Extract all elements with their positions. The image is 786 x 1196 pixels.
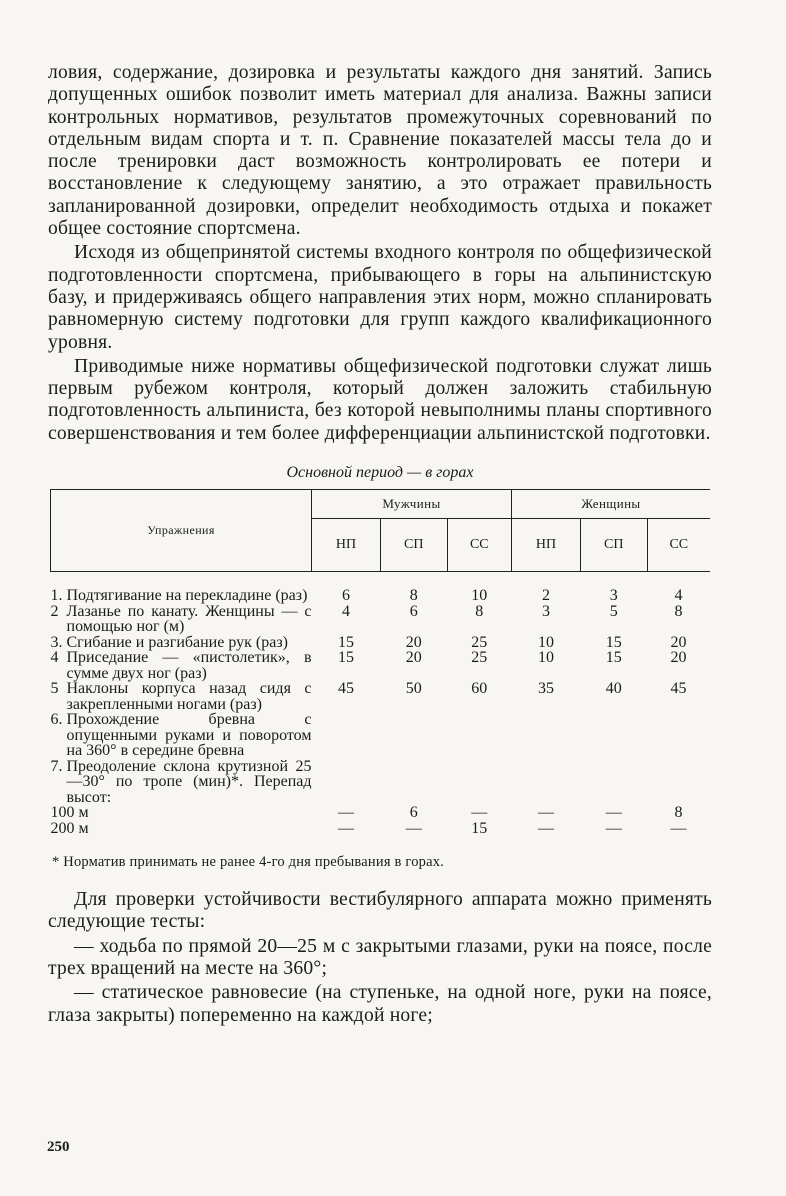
table-cell xyxy=(380,759,447,806)
height-difference-label: 100 м xyxy=(50,804,89,822)
table-cell: 8 xyxy=(674,602,683,620)
table-cell: 8 xyxy=(409,587,418,605)
group-header-men: Мужчины xyxy=(312,490,512,519)
exercise-name: Преодоление склона крутизной 25—30° по тропе (мин)*. Перепад высот: xyxy=(66,757,312,806)
page-content xyxy=(48,62,712,1027)
table-cell: 6 xyxy=(409,804,418,822)
paragraph: Приводимые ниже нормативы общефизической подготовки служат лишь первым рубежом контроля, который должен заложить стабильную подготовленность альпиниста, без которой невыполнимы планы спортивного совершенствования и тем более дифференциации альпинистской подготовки. xyxy=(48,355,712,444)
table-cell: 3 xyxy=(541,602,550,620)
table-subrow xyxy=(51,805,711,821)
level-header: СС xyxy=(647,519,710,572)
exercise-name: Подтягивание на перекладине (раз) xyxy=(66,587,308,605)
exercise-name: Приседание — «пистолетик», в сумме двух ног (раз) xyxy=(66,649,312,682)
table-cell xyxy=(511,712,580,759)
table-cell: 10 xyxy=(537,633,554,651)
height-difference-label: 200 м xyxy=(50,819,89,837)
table-cell: — xyxy=(605,819,622,837)
table-cell xyxy=(312,712,381,759)
table-footnote: * Норматив принимать не ранее 4-го дня пребывания в горах. xyxy=(52,854,445,871)
table-cell: — xyxy=(537,819,554,837)
table-cell: 8 xyxy=(475,602,484,620)
exercise-header: Упражнения xyxy=(51,490,312,572)
level-header: СП xyxy=(580,519,647,572)
table-cell: 60 xyxy=(471,680,488,698)
paragraph: — ходьба по прямой 20—25 м с закрытыми глазами, руки на поясе, после трех вращений на месте на 360°; xyxy=(48,935,712,979)
table-cell: 25 xyxy=(471,633,488,651)
exercise-name: Наклоны корпуса назад сидя с закрепленными ногами (раз) xyxy=(66,680,312,713)
exercise-name: Лазанье по канату. Женщины — с помощью ног (м) xyxy=(66,602,312,636)
level-header: НП xyxy=(511,519,580,572)
table-cell: 15 xyxy=(337,633,354,651)
table-cell: — xyxy=(471,804,488,822)
table-cell: 45 xyxy=(337,680,354,698)
table-cell: 15 xyxy=(337,649,354,667)
level-header: СП xyxy=(380,519,447,572)
table-cell: 5 xyxy=(609,602,618,620)
exercise-name: Прохождение бревна с опущенными руками и поворотом на 360° в середине бревна xyxy=(66,711,312,760)
table-cell: 35 xyxy=(537,680,554,698)
group-header-women: Женщины xyxy=(581,496,641,512)
table-cell: 8 xyxy=(674,804,683,822)
bottom-text xyxy=(48,889,712,1027)
table-cell: 40 xyxy=(605,680,622,698)
page-number: 250 xyxy=(47,1139,70,1155)
table-cell: 15 xyxy=(605,633,622,651)
table-cell: 4 xyxy=(674,587,683,605)
table-row xyxy=(51,588,711,604)
exercise-name: Сгибание и разгибание рук (раз) xyxy=(66,633,288,651)
paragraph: ловия, содержание, дозировка и результаты каждого дня занятий. Запись допущенных ошибок позволит иметь материал для анализа. Важны записи контрольных нормативов, результатов промежуточных соревнований по отдельным видам спорта и т. п. Сравнение показателей массы тела до и после тренировки даст возможность контролировать ее потери и восстановление к следующему занятию, а это отражает правильность запланированной дозировки, определит необходимость отдыха и покажет общее состояние спортсмена. xyxy=(48,62,712,240)
row-number: 3. xyxy=(50,633,63,651)
table-cell: — xyxy=(405,819,422,837)
table-cell xyxy=(580,759,647,806)
table-cell xyxy=(647,759,710,806)
paragraph: Исходя из общепринятой системы входного контроля по общефизической подготовленности спортсмена, прибывающего в горы на альпинистскую базу, и придерживаясь общего направления этих норм, можно спланировать равномерную систему подготовки для групп каждого квалификационного уровня. xyxy=(48,242,712,353)
table-cell: 6 xyxy=(341,587,350,605)
table-cell: 20 xyxy=(405,649,422,667)
row-number: 4 xyxy=(50,649,59,667)
table-cell: — xyxy=(670,819,687,837)
table-cell: 25 xyxy=(471,649,488,667)
table-cell: 10 xyxy=(537,649,554,667)
table-cell: 6 xyxy=(409,602,418,620)
table-row xyxy=(51,759,711,806)
row-number: 2 xyxy=(50,602,59,620)
table-cell: 4 xyxy=(341,602,350,620)
table-row xyxy=(51,681,711,712)
table-cell: 20 xyxy=(405,633,422,651)
level-header: НП xyxy=(312,519,381,572)
table-row xyxy=(51,650,711,681)
table-cell: 45 xyxy=(670,680,687,698)
table-cell xyxy=(312,759,381,806)
table-cell: 20 xyxy=(670,649,687,667)
level-header: СС xyxy=(447,519,511,572)
table-row xyxy=(51,635,711,651)
paragraph: Для проверки устойчивости вестибулярного аппарата можно применять следующие тесты: xyxy=(48,889,712,933)
table-row xyxy=(51,712,711,759)
table-cell: 20 xyxy=(670,633,687,651)
table-cell: — xyxy=(337,804,354,822)
table-cell: — xyxy=(337,819,354,837)
row-number: 7. xyxy=(50,757,63,775)
table-cell xyxy=(511,759,580,806)
table-subrow xyxy=(51,821,711,837)
norms-table xyxy=(50,489,710,836)
row-number: 5 xyxy=(50,680,59,698)
table-cell: 2 xyxy=(541,587,550,605)
table-cell xyxy=(647,712,710,759)
paragraph: — статическое равновесие (на ступеньке, на одной ноге, руки на поясе, глаза закрыты) попеременно на каждой ноге; xyxy=(48,982,712,1026)
table-cell xyxy=(447,759,511,806)
table-cell xyxy=(447,712,511,759)
table-caption: Основной период — в горах xyxy=(286,464,474,482)
table-cell: — xyxy=(537,804,554,822)
table-cell: — xyxy=(605,804,622,822)
table-cell: 15 xyxy=(471,819,488,837)
row-number: 1. xyxy=(50,587,63,605)
table-cell: 10 xyxy=(471,587,488,605)
table-cell xyxy=(380,712,447,759)
table-cell: 50 xyxy=(405,680,422,698)
table-row xyxy=(51,604,711,635)
table-cell: 3 xyxy=(609,587,618,605)
table-cell xyxy=(580,712,647,759)
table-cell: 15 xyxy=(605,649,622,667)
row-number: 6. xyxy=(50,711,63,729)
